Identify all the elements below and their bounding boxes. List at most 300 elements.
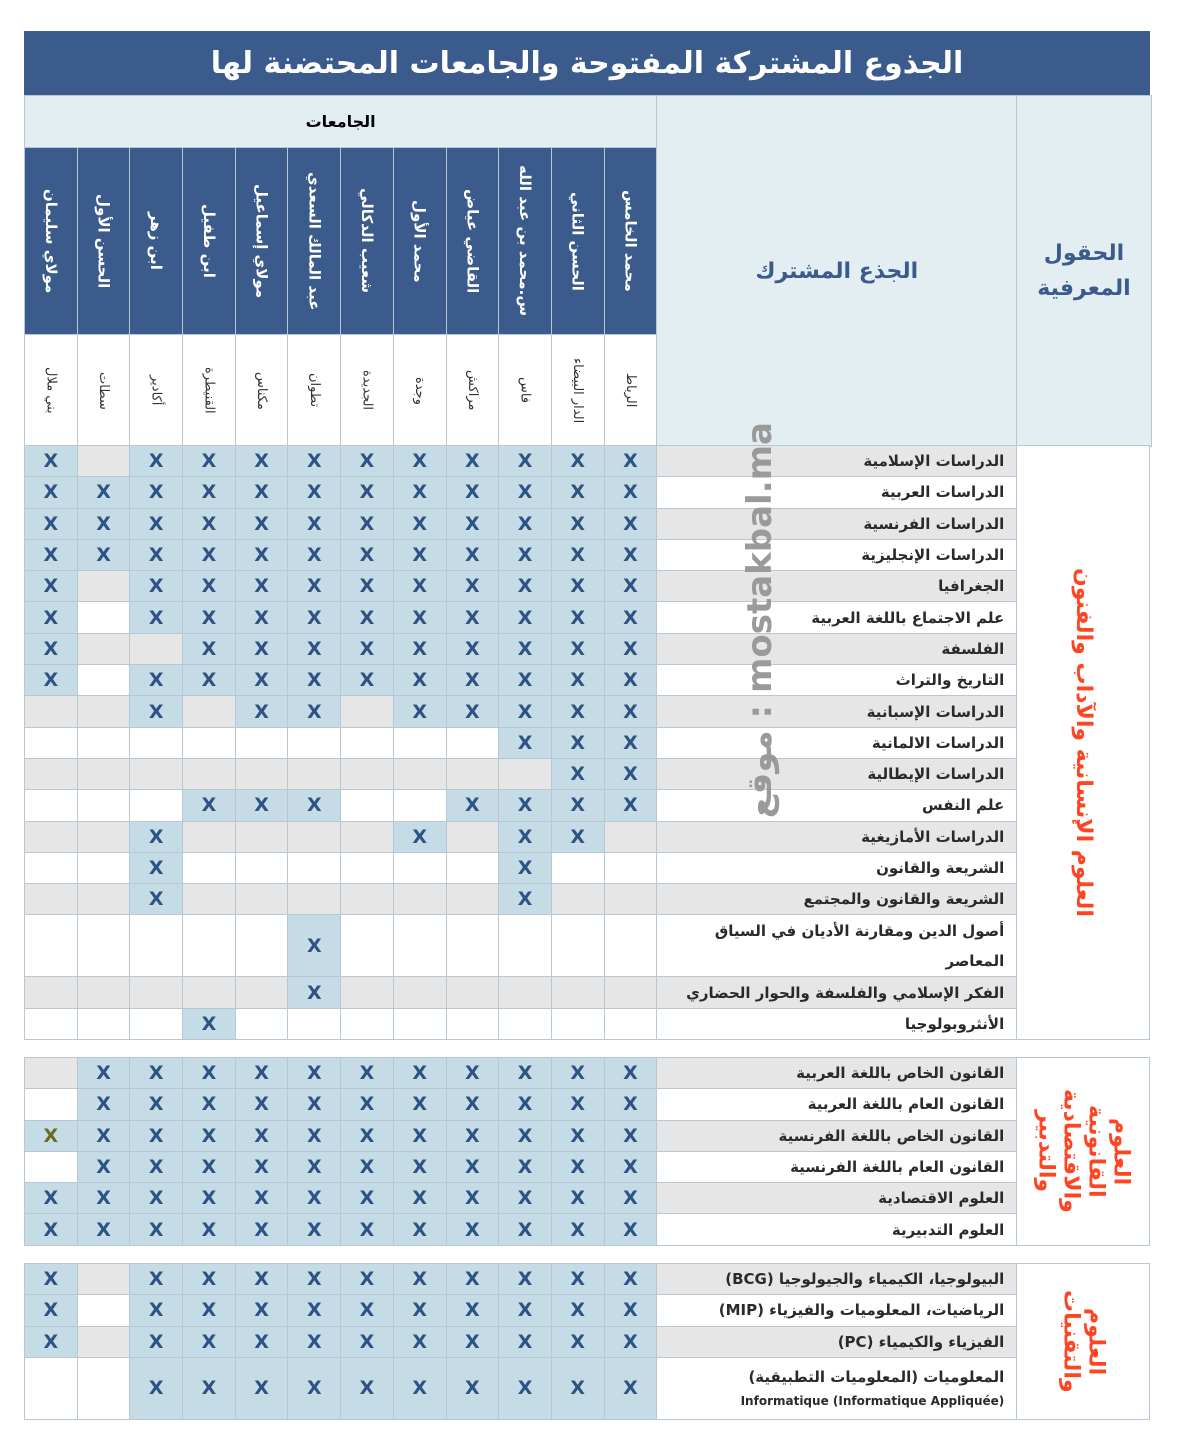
availability-cell: X [77,1120,130,1151]
availability-cell: X [393,539,446,570]
university-name [25,148,78,335]
availability-cell: X [393,1326,446,1357]
table-row [25,884,1150,915]
availability-cell: X [446,602,499,633]
availability-cell [499,977,552,1008]
availability-cell [341,977,394,1008]
availability-cell: X [183,1214,236,1245]
track-label: القانون العام باللغة العربية [657,1089,1017,1120]
table-row [25,821,1150,852]
section-table [24,445,1150,1040]
availability-cell: X [235,1058,288,1089]
availability-cell: X [130,1357,183,1419]
availability-cell [604,884,657,915]
university-name-text: شعيب الدكالي [357,188,376,294]
availability-cell: X [551,1120,604,1151]
availability-cell: X [130,1264,183,1295]
university-city [25,335,78,447]
availability-cell: X [288,665,341,696]
availability-cell [130,915,183,977]
track-label: الرياضيات، المعلوميات والفيزياء (MIP) [657,1295,1017,1326]
track-header: الجذع المشترك [657,96,1017,447]
availability-cell: X [25,446,78,477]
field-label-text: العلوم والتقنيات [1058,1290,1109,1393]
availability-cell: X [604,446,657,477]
availability-cell: X [604,696,657,727]
availability-cell: X [25,508,78,539]
availability-cell [25,1008,78,1039]
availability-cell: X [499,1214,552,1245]
availability-cell: X [288,1264,341,1295]
availability-cell [393,758,446,789]
availability-cell: X [393,1089,446,1120]
track-label: الدراسات الإنجليزية [657,539,1017,570]
availability-cell: X [499,446,552,477]
track-label: القانون العام باللغة الفرنسية [657,1151,1017,1182]
availability-cell: X [393,1120,446,1151]
availability-cell: X [551,1264,604,1295]
availability-cell [77,758,130,789]
availability-cell: X [341,1295,394,1326]
availability-cell [130,727,183,758]
availability-cell [25,1357,78,1419]
availability-cell: X [446,477,499,508]
availability-cell [288,852,341,883]
availability-cell: X [446,1295,499,1326]
availability-cell: X [183,508,236,539]
table-row [25,571,1150,602]
university-name-text: الحسن الأول [94,193,113,289]
availability-cell: X [235,539,288,570]
availability-cell: X [288,1058,341,1089]
availability-cell [25,884,78,915]
availability-cell: X [235,508,288,539]
university-name-text: محمد الأول [410,199,429,283]
availability-cell [446,977,499,1008]
availability-cell: X [183,571,236,602]
availability-cell: X [499,633,552,664]
availability-cell [77,727,130,758]
availability-cell: X [77,539,130,570]
availability-cell: X [446,665,499,696]
availability-cell: X [446,1058,499,1089]
availability-cell: X [341,1183,394,1214]
availability-cell: X [183,665,236,696]
availability-cell: X [446,1183,499,1214]
availability-cell [25,1089,78,1120]
table-row [25,1008,1150,1039]
availability-cell [77,1295,130,1326]
university-name-text: القاضي عياض [463,188,482,294]
availability-cell: X [235,477,288,508]
track-label: الدراسات الأمازيغية [657,821,1017,852]
availability-cell: X [77,477,130,508]
availability-cell: X [446,696,499,727]
track-label: القانون الخاص باللغة العربية [657,1058,1017,1089]
availability-cell: X [446,446,499,477]
availability-cell [25,758,78,789]
availability-cell [183,852,236,883]
availability-cell: X [499,1058,552,1089]
availability-cell: X [393,446,446,477]
availability-cell [25,821,78,852]
availability-cell [393,977,446,1008]
university-city-text: القنيطرة [201,367,217,414]
table-row [25,1058,1150,1089]
availability-cell: X [551,1183,604,1214]
track-label: الدراسات الإسبانية [657,696,1017,727]
availability-cell [551,852,604,883]
availability-cell [25,915,78,977]
availability-cell: X [499,508,552,539]
university-name-text: مولاي إسماعيل [252,183,271,299]
university-name [235,148,288,335]
university-city-text: بني ملال [43,367,59,414]
availability-cell: X [235,1357,288,1419]
availability-cell: X [341,1089,394,1120]
track-label: الأنثروبولوجيا [657,1008,1017,1039]
availability-cell [235,884,288,915]
availability-cell: X [446,1089,499,1120]
availability-cell [288,727,341,758]
university-city [77,335,130,447]
availability-cell: X [130,539,183,570]
availability-cell [393,790,446,821]
table-row [25,539,1150,570]
university-name [551,148,604,335]
university-city-text: الجديدة [359,370,375,411]
availability-cell: X [77,1183,130,1214]
availability-cell [25,727,78,758]
availability-cell: X [77,1151,130,1182]
track-label [657,1357,1017,1419]
table-row [25,758,1150,789]
table-row [25,1264,1150,1295]
availability-cell: X [604,665,657,696]
field-label [1017,1264,1150,1420]
availability-cell [77,915,130,977]
availability-cell: X [604,1214,657,1245]
university-city [288,335,341,447]
university-city-text: وجدة [412,376,428,405]
availability-cell: X [499,602,552,633]
university-name-text: ابن طفيل [199,204,218,278]
availability-cell: X [499,1120,552,1151]
availability-cell [446,821,499,852]
availability-cell: X [341,1357,394,1419]
availability-cell: X [288,977,341,1008]
availability-cell: X [341,1264,394,1295]
availability-cell: X [235,1264,288,1295]
availability-cell: X [183,477,236,508]
table-row [25,1120,1150,1151]
availability-cell: X [183,1058,236,1089]
availability-cell: X [393,477,446,508]
availability-cell: X [25,1214,78,1245]
availability-cell [77,571,130,602]
availability-cell: X [235,1120,288,1151]
availability-cell: X [604,1357,657,1419]
university-city [604,335,657,447]
availability-cell: X [235,1089,288,1120]
availability-cell: X [25,1183,78,1214]
availability-cell: X [288,1120,341,1151]
availability-cell [551,884,604,915]
availability-cell [393,884,446,915]
availability-cell [130,758,183,789]
availability-cell: X [130,1151,183,1182]
availability-cell: X [604,790,657,821]
availability-cell: X [446,539,499,570]
availability-cell [77,1326,130,1357]
availability-cell: X [183,1120,236,1151]
availability-cell: X [235,571,288,602]
availability-cell: X [551,508,604,539]
university-city-text: فاس [517,377,533,404]
availability-cell: X [235,696,288,727]
availability-cell: X [130,446,183,477]
availability-cell: X [130,696,183,727]
track-label-ar: المعلوميات (المعلوميات التطبيقية) [748,1368,1005,1387]
field-label [1017,1058,1150,1246]
university-city [551,335,604,447]
section-table [24,1263,1150,1420]
availability-cell: X [604,1326,657,1357]
availability-cell: X [551,790,604,821]
university-name [341,148,394,335]
table-row [25,665,1150,696]
field-label-text: العلوم القانونية والاقتصادية والتدبير [1033,1089,1134,1214]
university-city [235,335,288,447]
availability-cell [77,446,130,477]
availability-cell: X [77,1089,130,1120]
availability-cell [288,758,341,789]
availability-cell: X [183,1183,236,1214]
availability-cell: X [499,665,552,696]
track-label: الفيزياء والكيمياء (PC) [657,1326,1017,1357]
university-city-text: أكادير [148,375,164,406]
track-label: الفكر الإسلامي والفلسفة والحوار الحضاري [657,977,1017,1008]
availability-cell: X [446,1357,499,1419]
availability-cell: X [551,539,604,570]
availability-cell: X [130,1326,183,1357]
availability-cell: X [341,1058,394,1089]
track-label: علم الاجتماع باللغة العربية [657,602,1017,633]
availability-cell [25,977,78,1008]
availability-cell: X [77,508,130,539]
availability-cell [393,915,446,977]
availability-cell [499,758,552,789]
availability-cell: X [341,1151,394,1182]
availability-cell: X [288,539,341,570]
availability-cell: X [551,1151,604,1182]
availability-cell: X [235,1151,288,1182]
university-name [446,148,499,335]
availability-cell: X [130,1058,183,1089]
availability-cell: X [393,696,446,727]
availability-cell: X [288,571,341,602]
availability-cell: X [25,539,78,570]
availability-cell [446,727,499,758]
availability-cell: X [25,477,78,508]
availability-cell: X [551,758,604,789]
availability-cell [341,1008,394,1039]
availability-cell [393,727,446,758]
availability-cell: X [499,1357,552,1419]
availability-cell [341,884,394,915]
availability-cell: X [235,790,288,821]
track-label: الدراسات الفرنسية [657,508,1017,539]
availability-cell: X [25,1295,78,1326]
availability-cell: X [393,1151,446,1182]
track-label: الشريعة والقانون [657,852,1017,883]
availability-cell: X [604,1295,657,1326]
availability-cell: X [77,1214,130,1245]
availability-cell: X [604,727,657,758]
availability-cell: X [499,1183,552,1214]
availability-cell: X [341,571,394,602]
availability-cell: X [551,1326,604,1357]
availability-cell [183,821,236,852]
availability-cell: X [393,1058,446,1089]
availability-cell: X [341,633,394,664]
availability-cell [183,758,236,789]
table-row [25,1326,1150,1357]
availability-cell: X [393,1295,446,1326]
availability-cell: X [393,1357,446,1419]
availability-cell: X [446,1326,499,1357]
track-label: القانون الخاص باللغة الفرنسية [657,1120,1017,1151]
availability-cell: X [130,821,183,852]
availability-cell: X [446,1214,499,1245]
university-name [183,148,236,335]
availability-cell [183,884,236,915]
availability-cell [499,915,552,977]
table-row [25,852,1150,883]
availability-cell: X [235,602,288,633]
availability-cell: X [288,915,341,977]
table-row [25,727,1150,758]
availability-cell: X [130,852,183,883]
availability-cell [130,790,183,821]
availability-cell [446,852,499,883]
availability-cell: X [288,1214,341,1245]
track-label: الجغرافيا [657,571,1017,602]
availability-cell: X [130,1120,183,1151]
availability-cell [77,821,130,852]
university-name [604,148,657,335]
availability-cell [446,915,499,977]
availability-cell: X [341,1326,394,1357]
availability-cell: X [288,602,341,633]
availability-cell: X [77,1058,130,1089]
availability-cell: X [499,539,552,570]
university-city [446,335,499,447]
university-city-text: مراكش [464,370,480,411]
table-row [25,446,1150,477]
availability-cell: X [499,477,552,508]
table-row [25,696,1150,727]
availability-cell: X [499,884,552,915]
availability-cell: X [341,539,394,570]
university-name-text: مولاي سليمان [41,188,60,294]
availability-cell: X [499,571,552,602]
availability-cell: X [235,1214,288,1245]
availability-cell: X [25,602,78,633]
availability-cell: X [183,633,236,664]
availability-cell [77,696,130,727]
availability-cell [25,1151,78,1182]
university-city-text: سطات [96,371,112,410]
table-row [25,477,1150,508]
availability-cell: X [604,1089,657,1120]
availability-cell: X [604,1058,657,1089]
availability-cell [25,1058,78,1089]
availability-cell: X [604,477,657,508]
availability-cell [341,790,394,821]
university-city-text: تطوان [306,373,322,408]
availability-cell: X [25,633,78,664]
availability-cell: X [499,727,552,758]
availability-cell [341,758,394,789]
availability-cell [183,696,236,727]
availability-cell: X [551,633,604,664]
availability-cell [499,1008,552,1039]
track-label: التاريخ والتراث [657,665,1017,696]
university-name-text: الحسن الثاني [568,191,587,291]
availability-cell: X [604,571,657,602]
table-row [25,1183,1150,1214]
availability-cell: X [25,1264,78,1295]
availability-cell: X [446,1120,499,1151]
availability-cell: X [130,1089,183,1120]
availability-cell [604,852,657,883]
availability-cell: X [393,1183,446,1214]
track-label: الدراسات الإيطالية [657,758,1017,789]
availability-cell: X [604,633,657,664]
availability-cell [77,602,130,633]
table-row [25,1295,1150,1326]
availability-cell: X [235,633,288,664]
availability-cell [235,727,288,758]
availability-cell [183,915,236,977]
availability-cell: X [183,602,236,633]
availability-cell: X [25,665,78,696]
availability-cell [77,977,130,1008]
availability-cell: X [393,571,446,602]
availability-cell [551,915,604,977]
availability-cell: X [341,1120,394,1151]
availability-cell [235,852,288,883]
availability-cell [551,977,604,1008]
availability-cell [446,1008,499,1039]
university-name-text: ابن زهر [147,212,166,270]
availability-cell: X [288,477,341,508]
university-city [183,335,236,447]
availability-cell [77,884,130,915]
availability-cell: X [499,1295,552,1326]
availability-cell: X [604,1120,657,1151]
availability-cell: X [446,571,499,602]
table-row [25,1089,1150,1120]
availability-cell: X [341,1214,394,1245]
availability-cell [604,821,657,852]
availability-cell [235,977,288,1008]
availability-cell [77,1357,130,1419]
availability-cell [551,1008,604,1039]
university-city-text: مكناس [254,371,270,410]
availability-cell: X [499,1151,552,1182]
